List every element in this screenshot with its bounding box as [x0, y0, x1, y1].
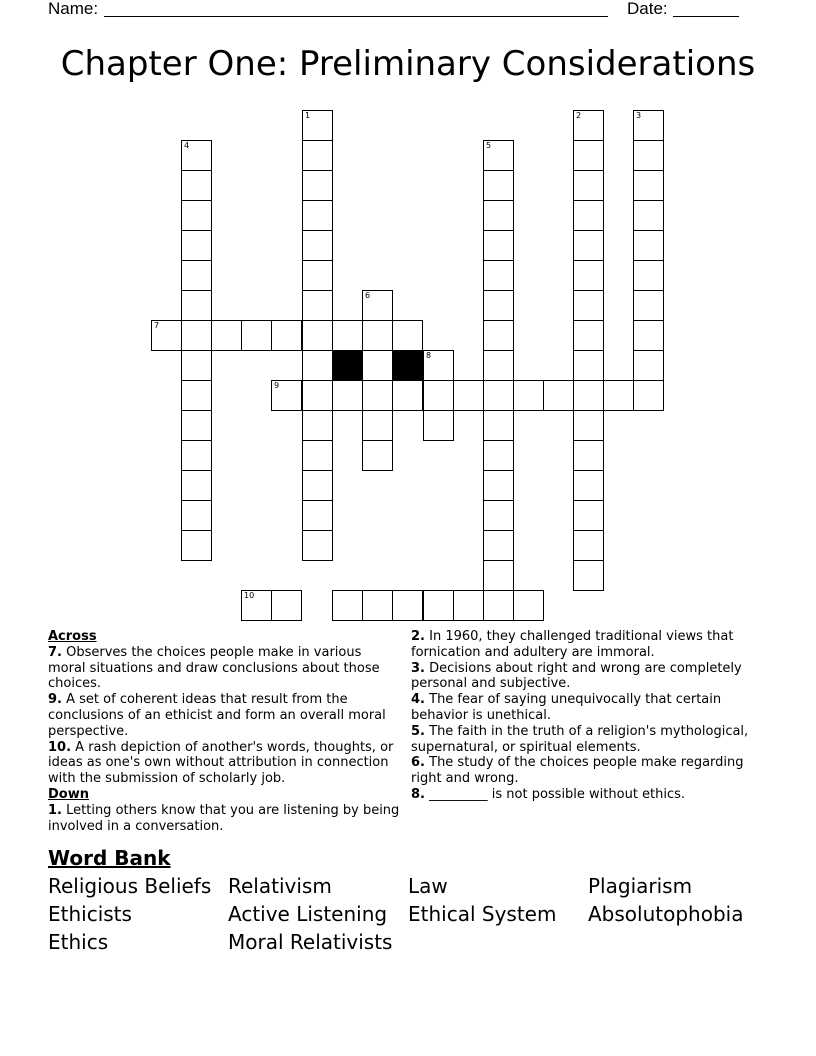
clue-number: 7.: [48, 644, 62, 660]
crossword-cell[interactable]: [573, 500, 604, 531]
clue-number: 1.: [48, 802, 62, 818]
cell-number: 6: [365, 291, 371, 300]
date-label: Date:: [627, 0, 668, 18]
crossword-cell[interactable]: [181, 320, 212, 351]
word-bank-item: Absolutophobia: [588, 902, 744, 926]
crossword-cell[interactable]: [573, 440, 604, 471]
clue-down-6: [411, 755, 771, 787]
crossword-cell[interactable]: [483, 170, 514, 201]
clue-across-7: [48, 645, 400, 692]
word-bank-item: Ethical System: [408, 902, 557, 926]
crossword-cell[interactable]: [362, 380, 393, 411]
clue-text: The faith in the truth of a religion's mythological, supernatural, or spiritual elements.: [411, 723, 749, 755]
crossword-cell[interactable]: [483, 290, 514, 321]
crossword-cell[interactable]: [573, 470, 604, 501]
crossword-cell[interactable]: [573, 410, 604, 441]
clue-number: 6.: [411, 755, 425, 771]
cell-number: 7: [154, 321, 160, 330]
crossword-cell[interactable]: [483, 410, 514, 441]
clue-number: 8.: [411, 786, 425, 802]
clue-across-9: [48, 692, 400, 739]
crossword-cell[interactable]: [181, 290, 212, 321]
clue-across-10: [48, 740, 400, 787]
crossword-cell[interactable]: [181, 440, 212, 471]
crossword-cell[interactable]: [181, 350, 212, 381]
crossword-cell[interactable]: [241, 320, 272, 351]
clue-down-2: [411, 629, 771, 661]
crossword-cell[interactable]: [453, 380, 484, 411]
word-bank-item: Moral Relativists: [228, 930, 393, 954]
crossword-cell[interactable]: [302, 110, 333, 141]
crossword-cell[interactable]: [573, 260, 604, 291]
crossword-cell[interactable]: [332, 590, 363, 621]
cell-number: 2: [576, 111, 582, 120]
crossword-cell[interactable]: [573, 140, 604, 171]
cell-number: 5: [486, 141, 492, 150]
name-label: Name:: [48, 0, 99, 18]
crossword-cell[interactable]: [181, 410, 212, 441]
crossword-cell[interactable]: [181, 470, 212, 501]
crossword-cell[interactable]: [633, 380, 664, 411]
crossword-cell[interactable]: [633, 170, 664, 201]
cell-number: 1: [305, 111, 311, 120]
clue-down-3: [411, 661, 771, 693]
crossword-cell[interactable]: [332, 320, 363, 351]
clue-number: 2.: [411, 629, 425, 644]
crossword-cell[interactable]: [271, 380, 302, 411]
crossword-cell[interactable]: [181, 260, 212, 291]
crossword-cell[interactable]: [302, 170, 333, 201]
crossword-cell[interactable]: [633, 260, 664, 291]
crossword-cell[interactable]: [302, 320, 333, 351]
crossword-cell[interactable]: [633, 290, 664, 321]
clue-number: 3.: [411, 660, 425, 676]
crossword-cell[interactable]: [483, 470, 514, 501]
word-bank-item: Ethicists: [48, 902, 132, 926]
crossword-cell[interactable]: [483, 350, 514, 381]
crossword-cell[interactable]: [483, 500, 514, 531]
clues-left-column: [48, 629, 400, 834]
cell-number: 9: [274, 381, 280, 390]
cell-number: 3: [636, 111, 642, 120]
crossword-cell[interactable]: [302, 230, 333, 261]
crossword-cell[interactable]: [302, 410, 333, 441]
crossword-cell[interactable]: [181, 140, 212, 171]
crossword-cell[interactable]: [302, 290, 333, 321]
crossword-cell[interactable]: [573, 200, 604, 231]
clue-down-8: [411, 787, 771, 803]
crossword-cell[interactable]: [633, 110, 664, 141]
clue-down-5: [411, 724, 771, 756]
word-bank-item: Religious Beliefs: [48, 874, 212, 898]
crossword-cell[interactable]: [302, 260, 333, 291]
crossword-cell[interactable]: [302, 140, 333, 171]
crossword-cell[interactable]: [362, 290, 393, 321]
crossword-cell[interactable]: [483, 230, 514, 261]
crossword-cell[interactable]: [483, 320, 514, 351]
crossword-cell[interactable]: [573, 530, 604, 561]
crossword-cell[interactable]: [573, 380, 604, 411]
crossword-cell[interactable]: [423, 590, 454, 621]
crossword-cell[interactable]: [392, 380, 423, 411]
down-heading: Down: [48, 786, 89, 802]
crossword-cell[interactable]: [271, 320, 302, 351]
crossword-cell[interactable]: [302, 440, 333, 471]
black-cell: [332, 350, 363, 381]
crossword-cell[interactable]: [633, 200, 664, 231]
crossword-cell[interactable]: [573, 170, 604, 201]
crossword-cell[interactable]: [332, 380, 363, 411]
crossword-cell[interactable]: [362, 350, 393, 381]
clue-number: 5.: [411, 723, 425, 739]
crossword-cell[interactable]: [603, 380, 634, 411]
clue-text: Letting others know that you are listening by being involved in a conversation.: [48, 802, 400, 834]
crossword-cell[interactable]: [633, 230, 664, 261]
crossword-cell[interactable]: [181, 530, 212, 561]
crossword-cell[interactable]: [483, 260, 514, 291]
crossword-cell[interactable]: [573, 560, 604, 591]
clue-down-1: [48, 803, 400, 835]
clue-text: Observes the choices people make in various moral situations and draw conclusions about those choices.: [48, 644, 380, 692]
crossword-cell[interactable]: [181, 380, 212, 411]
word-bank-item: Plagiarism: [588, 874, 693, 898]
crossword-cell[interactable]: [573, 110, 604, 141]
clue-text: The study of the choices people make regarding right and wrong.: [411, 755, 744, 787]
crossword-cell[interactable]: [392, 320, 423, 351]
cell-number: 10: [244, 591, 255, 600]
crossword-cell[interactable]: [302, 380, 333, 411]
crossword-cell[interactable]: [302, 350, 333, 381]
crossword-cell[interactable]: [362, 410, 393, 441]
crossword-cell[interactable]: [392, 590, 423, 621]
crossword-cell[interactable]: [181, 230, 212, 261]
crossword-cell[interactable]: [362, 590, 393, 621]
cell-number: 8: [426, 351, 432, 360]
clue-number: 4.: [411, 692, 425, 708]
crossword-cell[interactable]: [453, 590, 484, 621]
crossword-cell[interactable]: [573, 290, 604, 321]
black-cell: [392, 350, 423, 381]
word-bank-item: Relativism: [228, 874, 332, 898]
clue-text: A set of coherent ideas that result from the conclusions of an ethicist and form an overall moral perspective.: [48, 692, 386, 739]
clue-text: The fear of saying unequivocally that certain behavior is unethical.: [411, 692, 722, 723]
crossword-cell[interactable]: [302, 470, 333, 501]
crossword-cell[interactable]: [633, 320, 664, 351]
crossword-cell[interactable]: [513, 590, 544, 621]
clues-right-column: [411, 629, 771, 803]
word-bank-item: Law: [408, 874, 448, 898]
crossword-cell[interactable]: [181, 170, 212, 201]
crossword-cell[interactable]: [573, 320, 604, 351]
crossword-cell[interactable]: [483, 560, 514, 591]
crossword-cell[interactable]: [362, 320, 393, 351]
clue-number: 10.: [48, 739, 72, 755]
across-heading: Across: [48, 629, 97, 644]
crossword-cell[interactable]: [483, 440, 514, 471]
crossword-cell[interactable]: [151, 320, 182, 351]
crossword-cell[interactable]: [483, 530, 514, 561]
crossword-cell[interactable]: [483, 200, 514, 231]
crossword-cell[interactable]: [181, 200, 212, 231]
crossword-cell[interactable]: [423, 410, 454, 441]
crossword-cell[interactable]: [271, 590, 302, 621]
crossword-cell[interactable]: [573, 230, 604, 261]
crossword-cell[interactable]: [543, 380, 574, 411]
crossword-cell[interactable]: [483, 590, 514, 621]
crossword-cell[interactable]: [181, 500, 212, 531]
cell-number: 4: [184, 141, 190, 150]
crossword-cell[interactable]: [633, 140, 664, 171]
page-title: Chapter One: Preliminary Considerations: [60, 44, 756, 84]
clue-text: _________ is not possible without ethics.: [429, 786, 686, 802]
crossword-cell[interactable]: [423, 350, 454, 381]
word-bank-title: Word Bank: [48, 846, 171, 870]
clue-text: In 1960, they challenged traditional views that fornication and adultery are immoral.: [411, 629, 734, 660]
crossword-cell[interactable]: [302, 500, 333, 531]
crossword-cell[interactable]: [362, 440, 393, 471]
clue-down-4: [411, 692, 771, 724]
clue-number: 9.: [48, 692, 62, 708]
clue-text: A rash depiction of another's words, thoughts, or ideas as one's own without attribution in connection with the submission of scholarly job.: [48, 739, 394, 787]
clue-text: Decisions about right and wrong are completely personal and subjective.: [411, 660, 742, 692]
crossword-cell[interactable]: [302, 200, 333, 231]
crossword-cell[interactable]: [241, 590, 272, 621]
crossword-cell[interactable]: [633, 350, 664, 381]
crossword-cell[interactable]: [423, 380, 454, 411]
crossword-cell[interactable]: [483, 140, 514, 171]
crossword-cell[interactable]: [513, 380, 544, 411]
word-bank-item: Active Listening: [228, 902, 388, 926]
crossword-cell[interactable]: [573, 350, 604, 381]
crossword-cell[interactable]: [302, 530, 333, 561]
word-bank-item: Ethics: [48, 930, 109, 954]
crossword-cell[interactable]: [483, 380, 514, 411]
crossword-cell[interactable]: [211, 320, 242, 351]
